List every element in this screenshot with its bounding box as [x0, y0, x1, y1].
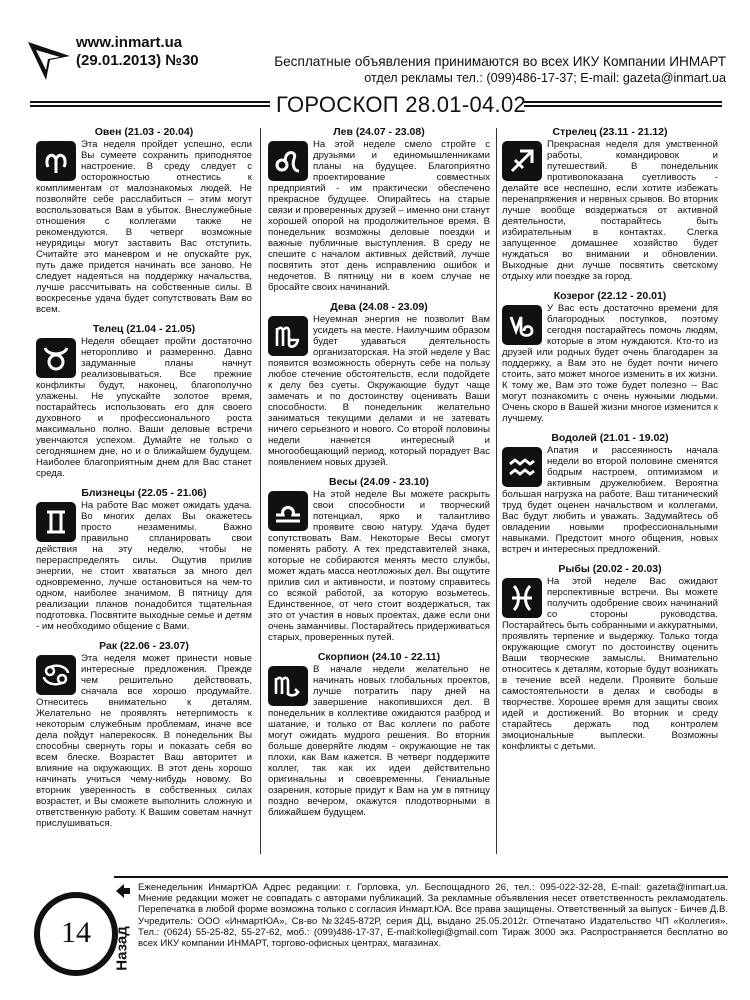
sign-text: Апатия и рассеянность начала недели во второй половине сменятся бодрым настроем, оптимизмом и активным дружелюбием. Вероятна большая нагрузка на работе. Ваш титанический труд будет оценен начальством и коллегами, Вас будут любить и уважать. Задумайтесь об овладении новыми профессиональными навыками. Предстоит много общения, новых встреч и интересных предложений.: [502, 445, 718, 555]
horoscope-sign: [268, 301, 490, 468]
capricorn-goat-icon: [502, 305, 542, 345]
column-3: [502, 126, 718, 760]
header-contacts: отдел рекламы тел.: (099)486-17-37; E-mail: gazeta@inmart.ua: [364, 71, 726, 85]
page-number-badge: [34, 892, 118, 976]
sign-title: Рак (22.06 - 23.07): [99, 640, 189, 652]
sign-text: Эта неделя может принести новые интересные предложения. Прежде чем решительно действовать, сначала все хорошо продумайте. Отнеситесь внимательно к деталям. Желательно не проявлять нетерпимость к некоторым служебным проблемам, иначе все дела пойдут наперекосяк. В понедельник Вы способны свернуть горы и показать себя во всем блеске. Возрастет Ваш авторитет и влияние на окружающих. В этот день хорошо начинать учиться чему-нибудь новому. Во вторник уверенность в собственных силах возрастет, и Вы сможете выполнить сложную и ответственную работу. К Вашим советам начнут прислушиваться.: [36, 653, 252, 829]
sign-text: На работе Вас может ожидать удача. Во многих делах Вы окажетесь просто незаменимы. Важно правильно спланировать свои действия на эту неделю, чтобы не перераспределять силы. Ощутив прилив энергии, не стоит хвататься за много дел одновременно, лучше остановиться на чем-то одном, наиболее значимом. В пятницу для реализации планов понадобится тщательная подготовка. Посвятите выходные семье и детям - им необходимо общение с Вами.: [36, 500, 252, 632]
title-bar: [30, 92, 722, 120]
sign-title: Рыбы (20.02 - 20.03): [558, 563, 662, 575]
sign-title: Телец (21.04 - 21.05): [92, 323, 196, 335]
header-tagline: Бесплатные объявления принимаются во всех ИКУ Компании ИНМАРТ: [274, 54, 726, 69]
sign-text: Эта неделя пройдет успешно, если Вы сумеете сохранить приподнятое настроение. В среду следует с осторожностью отнестись к комплиментам от малознакомых людей. Не позволяйте себе расслабиться – этим могут воспользоваться Вам в убыток. Внеслужебные отношения с коллегами также не рекомендуются. В четверг возможные неурядицы могут заставить Вас отступить. Считайте это маневром и не опускайте рук, путь даже придется начинать все заново. Не следует надеяться на поддержку начальства, лучше рассчитывать на собственные силы. В воскресенье удача будет сопутствовать Вам во всем.: [36, 139, 252, 315]
sign-text: У Вас есть достаточно времени для благородных поступков, поэтому сегодня постарайтесь помочь людям, которые в этом нуждаются. Кто-то из друзей или родных будет очень благодарен за поддержку, а Вам это не будет почти ничего стоить, зато может многое изменить в их жизни. К тому же, Вам это тоже будет полезно -- Вас могут познакомить с очень нужными людьми. Очень скоро в Вашей жизни многое изменится к лучшему.: [502, 303, 718, 424]
sign-title: Стрелец (23.11 - 21.12): [552, 126, 668, 138]
back-button[interactable]: [108, 896, 136, 980]
sign-text: На этой неделе смело стройте с друзьями и единомышленниками планы на будущее. Благоприятно проектирование совместных предприятий - им практически обеспечено прекрасное будущее. Опирайтесь на старые связи и проверенных друзей – именно они станут хорошей опорой на продолжительное время. В понедельник возможны деловые поездки и важные публичные выступления. В среду не спешите с началом активных действий, лучше посвятить этот день исправлению ошибок и недочетов. В пятницу ни в коем случае не бросайте своих начинаний.: [268, 139, 490, 293]
sign-title: Лев (24.07 - 23.08): [333, 126, 425, 138]
pisces-fish-icon: [502, 578, 542, 618]
libra-scales-icon: [268, 491, 308, 531]
column-1: [36, 126, 252, 837]
aquarius-water-icon: [502, 447, 542, 487]
horoscope-sign: [36, 126, 252, 315]
horoscope-sign: [268, 476, 490, 643]
back-label: Назад: [113, 926, 131, 971]
title-rule-right: [524, 101, 722, 107]
horoscope-sign: [502, 126, 718, 282]
virgo-maiden-icon: [268, 316, 308, 356]
column-2: [268, 126, 490, 826]
sign-text: В начале недели желательно не начинать новых глобальных проектов, лучше потратить пару дней на завершение накопившихся дел. В понедельник в коллективе ожидаются разброд и шатание, и только от Вас коллеги по работе могут ожидать мудрого решения. Во вторник больше доверяйте людям - окружающие не так плохи, как Вам кажется. В четверг поддержите коллег, так как их идеи действительно оригинальны и своевременны. Гениальные озарения, которые придут к Вам на ум в пятницу поздно вечером, окажутся плодотворными в ближайшем будущем.: [268, 664, 490, 818]
horoscope-sign: [268, 126, 490, 293]
issue-date: (29.01.2013) №30: [76, 52, 199, 69]
sign-title: Близнецы (22.05 - 21.06): [81, 487, 207, 499]
sign-title: Скорпион (24.10 - 22.11): [317, 651, 441, 663]
column-divider: [260, 128, 261, 854]
imprint-text: Еженедельник ИнмартЮА Адрес редакции: г. Горловка, ул. Беспощадного 26, тел.: 095-022-32-28, E-mail: gazeta@inmart.ua. Мнение редакции может не совпадать с авторами публикаций. За рекламные объявления несет ответственность рекламодатель. Перепечатка в любой форме возможна только с согласия Инмарт.ЮА. Все права защищены. Ответственный за выпуск - Бичев Д.В. Учредитель: ООО «ИнмартЮА», Св-во №3245-872Р, серия ДЦ, выдано 25.05.2012г. Отпечатано Издательство ЧП «Коллегия». Тел.: (0624) 55-25-82, 55-27-62, моб.: (099)486-17-37, E-mail:kollegi@gmail.com Тираж 3000 экз. Распространяется бесплатно во всех ИКУ компании ИНМАРТ, торгово-офисных центрах, магазинах.: [138, 882, 729, 950]
page-footer: [26, 876, 728, 986]
arrow-logo-icon: [26, 36, 72, 82]
sign-title: Дева (24.08 - 23.09): [330, 301, 428, 313]
sign-text: Неделя обещает пройти достаточно неторопливо и размеренно. Давно задуманные планы начнут реализовываться. Все прежние конфликты будут, наконец, благополучно улажены. Не упускайте золотое время, постарайтесь использовать его для своего духовного и профессионального роста максимально полно. Ваши деловые встречи увенчаются успехом. Думайте не только о сегодняшнем дне, но и о ближайшем будущем. Наиболее благоприятным днем для Вас станет среда.: [36, 336, 252, 479]
sign-text: На этой неделе Вас ожидают перспективные встречи. Вы можете получить одобрение своих начинаний со стороны руководства. Постарайтесь быть собранными и аккуратными, проявлять терпение и выдержку. Только тогда окружающие смогут по достоинству оценить Ваши творческие замыслы. Внимательно относитесь к деталям, которые будут возникать в течение всей недели. Проявите больше самостоятельности в делах и свободы в творчестве. Хорошее время для защиты своих идей и достижений. Во вторник и среду старайтесь держать под контролем эмоциональные выплески. Возможны конфликты с детьми.: [502, 576, 718, 752]
sign-title: Овен (21.03 - 20.04): [94, 126, 194, 138]
leo-lion-icon: [268, 141, 308, 181]
horoscope-sign: [502, 432, 718, 555]
sign-title: Козерог (22.12 - 20.01): [553, 290, 667, 302]
horoscope-sign: [36, 323, 252, 479]
title-rule-left: [30, 101, 270, 107]
sagittarius-archer-icon: [502, 141, 542, 181]
sign-text: Прекрасная неделя для умственной работы, командировок и путешествий. В понедельник противопоказана суетливость - делайте все неспешно, если хотите избежать перенапряжения и нервных срывов. Во вторник лучше вообще воздержаться от активной деятельности, постарайтесь быть избирательным в контактах. Слегка запущенное домашнее хозяйство будет нуждаться во внимании и обновлении. Выходные дни лучше посвятить светскому отдыху или поездке за город.: [502, 139, 718, 282]
sign-title: Весы (24.09 - 23.10): [329, 476, 429, 488]
horoscope-sign: [36, 640, 252, 829]
page-number: 14: [61, 916, 91, 949]
page-title: ГОРОСКОП 28.01-04.02: [276, 92, 527, 117]
footer-rule: [114, 876, 728, 878]
cancer-crab-icon: [36, 655, 76, 695]
site-url[interactable]: www.inmart.ua: [76, 34, 183, 51]
sign-title: Водолей (21.01 - 19.02): [551, 432, 669, 444]
scorpio-scorpion-icon: [268, 666, 308, 706]
horoscope-sign: [502, 563, 718, 752]
taurus-bull-icon: [36, 338, 76, 378]
page-header: [26, 30, 726, 88]
aries-ram-icon: [36, 141, 76, 181]
horoscope-sign: [502, 290, 718, 424]
column-divider: [496, 128, 497, 854]
arrow-left-icon[interactable]: [114, 882, 132, 900]
gemini-twins-icon: [36, 502, 76, 542]
sign-text: Неуемная энергия не позволит Вам усидеть на месте. Наилучшим образом будет удаваться деятельность организаторская. На этой неделе у Вас появится возможность обернуть себе на пользу любое стечение обстоятельств, если подойдете к делу без суеты. Окружающие будут чаще замечать и по достоинству оценивать Ваши способности. В понедельник желательно заниматься текущими делами и не затевать ничего серьезного и нового. Со второй половины недели начнется интересный и многообещающий период, который порадует Вас появлением новых друзей.: [268, 314, 490, 468]
horoscope-sign: [36, 487, 252, 632]
sign-text: На этой неделе Вы можете раскрыть свои способности и творческий потенциал, ярко и талантливо проявите свою натуру. Удача будет сопутствовать Вам. Некоторые Весы смогут поменять работу. А тех представителей знака, которые не собираются менять место службы, может ждать масса неотложных дел. Вы ощутите прилив сил и активности, и поэтому справитесь со всякой работой, за которую возьметесь. Единственное, от чего стоит воздержаться, так это от участия в новых проектах, даже если они очень заманчивы. Постарайтесь придерживаться старых, проверенных путей.: [268, 489, 490, 643]
horoscope-sign: [268, 651, 490, 818]
